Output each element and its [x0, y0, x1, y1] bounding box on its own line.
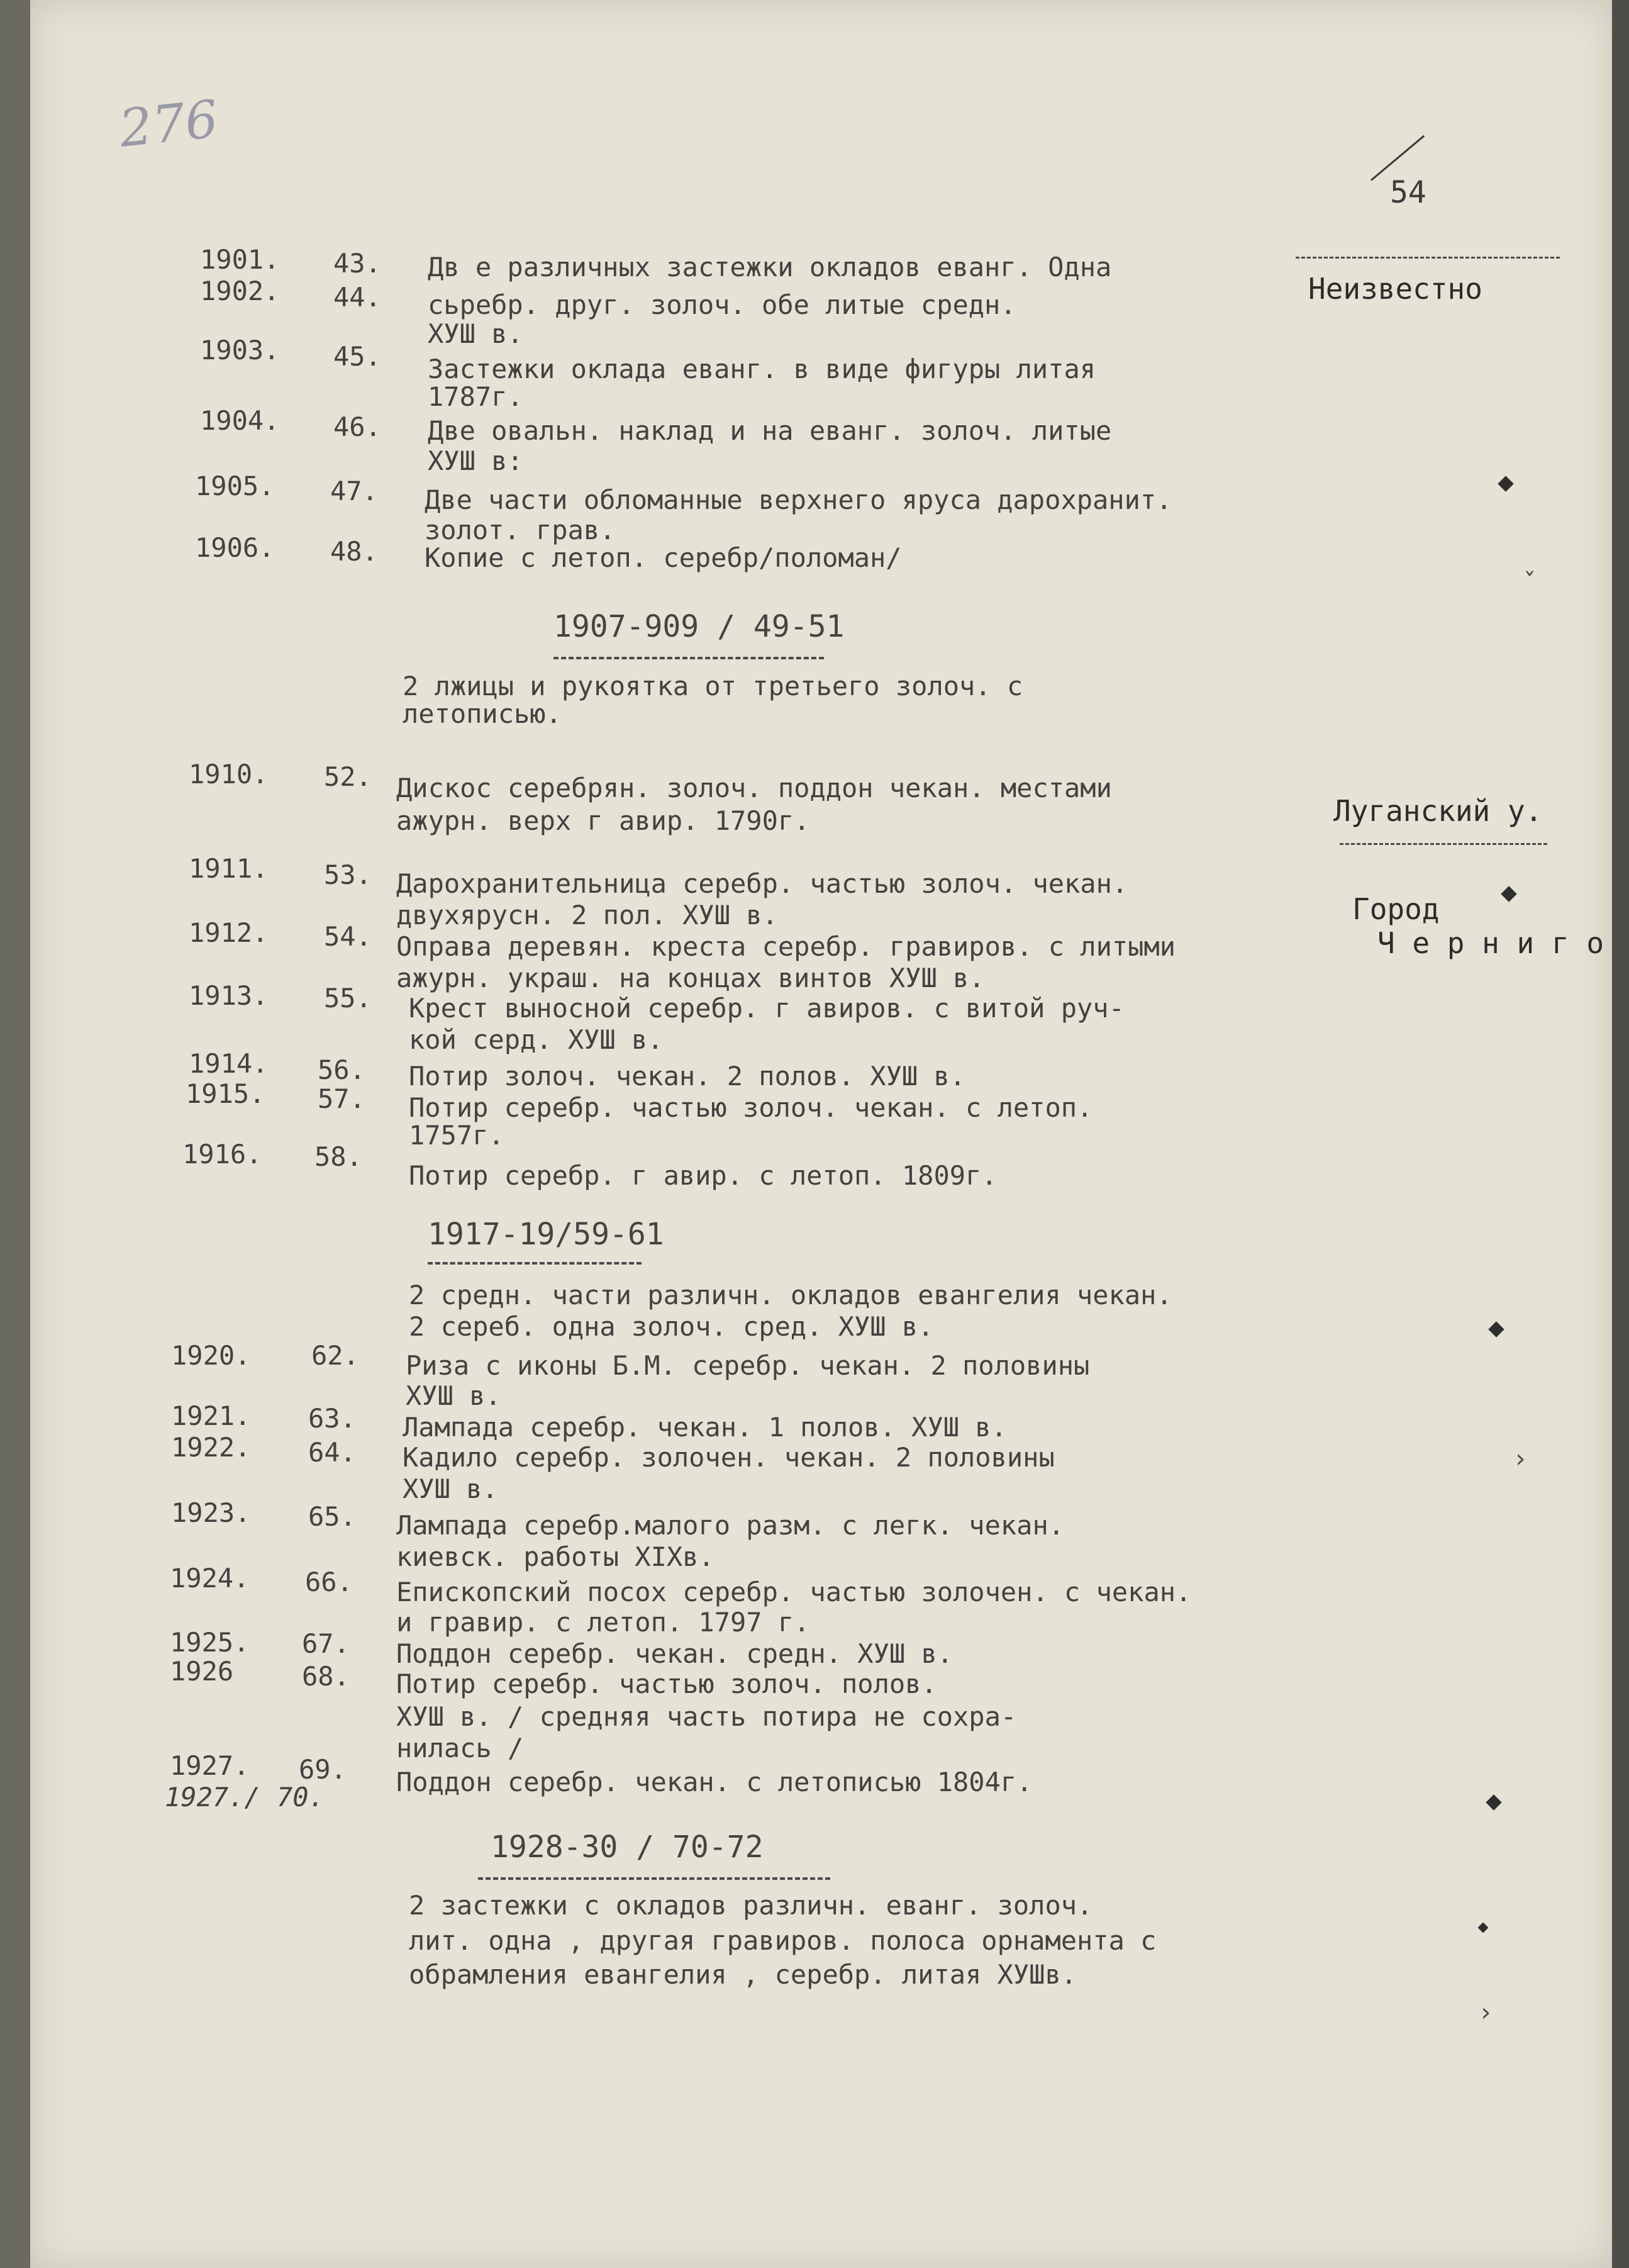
- entry-num: 1921.: [171, 1400, 251, 1431]
- entry-text: Дискос серебрян. золоч. поддон чекан. местами: [396, 773, 1112, 803]
- location-chernigov: Ч е р н и г о: [1377, 926, 1604, 960]
- entry-item: 44.: [333, 282, 381, 313]
- entry-text: ХУШ в.: [428, 318, 523, 349]
- group-header-rule: [428, 1262, 642, 1265]
- entry-text: Кадило серебр. золочен. чекан. 2 половины: [403, 1442, 1055, 1473]
- entry-text: 1787г.: [428, 381, 523, 412]
- entry-num: 1923.: [171, 1497, 251, 1528]
- entry-text: ХУШ в. / средняя часть потира не сохра-: [396, 1701, 1017, 1732]
- group-text: обрамления евангелия , серебр. литая ХУШв.: [409, 1959, 1077, 1990]
- entry-item: 67.: [302, 1628, 350, 1659]
- entry-text: кой серд. ХУШ в.: [409, 1024, 664, 1055]
- handwritten-archive-number: 276: [116, 89, 221, 159]
- entry-text: и гравир. с летоп. 1797 г.: [396, 1607, 810, 1638]
- entry-item: 53.: [324, 859, 372, 890]
- entry-num: 1926: [170, 1656, 234, 1687]
- margin-tick: ›: [1478, 1998, 1494, 2027]
- entry-text: золот. грав.: [425, 515, 616, 545]
- entry-item: 62.: [311, 1340, 359, 1371]
- group-header: 1928-30 / 70-72: [491, 1829, 764, 1865]
- entry-item: 69.: [299, 1754, 347, 1785]
- entry-text: Крест выносной серебр. г авиров. с витой руч-: [409, 993, 1125, 1024]
- entry-item: 58.: [314, 1141, 362, 1172]
- entry-text: Поддон серебр. чекан. с летописью 1804г.: [396, 1767, 1033, 1797]
- entry-num: 1913.: [189, 980, 269, 1011]
- location-unknown: Неизвестно: [1308, 272, 1482, 306]
- location-rule: [1340, 843, 1547, 845]
- margin-tick: ›: [1513, 1444, 1528, 1473]
- entry-text: Потир серебр. частью золоч. чекан. с летоп.: [409, 1092, 1093, 1123]
- entry-item: 70.: [277, 1782, 325, 1813]
- entry-num: 1912.: [189, 917, 269, 948]
- group-text: 2 застежки с окладов различн. еванг. золоч.: [409, 1890, 1093, 1921]
- group-text: лит. одна , другая гравиров. полоса орнамента с: [409, 1925, 1157, 1956]
- location-city: Город: [1352, 892, 1440, 926]
- entry-num: 1901.: [200, 244, 280, 275]
- entry-item: 45.: [333, 341, 381, 372]
- group-text: 2 средн. части различн. окладов евангелия чекан.: [409, 1280, 1172, 1310]
- entry-text: Потир серебр. частью золоч. полов.: [396, 1668, 937, 1699]
- entry-num: 1916.: [182, 1139, 262, 1170]
- entry-text: Епископский посох серебр. частью золочен. с чекан.: [396, 1577, 1192, 1607]
- entry-num: 1920.: [171, 1340, 251, 1371]
- entry-item: 56.: [318, 1054, 365, 1085]
- entry-item: 55.: [324, 983, 372, 1014]
- entry-text: Потир золоч. чекан. 2 полов. ХУШ в.: [409, 1061, 966, 1092]
- entry-text: Риза с иконы Б.М. серебр. чекан. 2 половины: [406, 1350, 1090, 1381]
- location-column-rule: [1296, 257, 1560, 259]
- entry-text: киевск. работы XIXв.: [396, 1541, 714, 1572]
- group-header: 1917-19/59-61: [428, 1217, 664, 1252]
- entry-num: 1910.: [189, 759, 269, 790]
- entry-item: 43.: [333, 248, 381, 279]
- entry-text: Две овальн. наклад и на еванг. золоч. литые: [428, 415, 1112, 446]
- entry-text: нилась /: [396, 1733, 524, 1763]
- entry-item: 64.: [308, 1437, 356, 1468]
- entry-text: Лампада серебр.малого разм. с легк. чекан.: [396, 1510, 1065, 1541]
- entry-num: 1922.: [171, 1432, 251, 1463]
- group-header: 1907-909 / 49-51: [553, 609, 845, 644]
- entry-text: ХУШ в:: [428, 445, 523, 476]
- entry-text: Потир серебр. г авир. с летоп. 1809г.: [409, 1160, 998, 1191]
- entry-text: 1757г.: [409, 1120, 504, 1151]
- page-number: 54: [1390, 175, 1426, 210]
- entry-text: ХУШ в.: [403, 1473, 498, 1504]
- entry-text: Дарохранительница серебр. частью золоч. чекан.: [396, 868, 1128, 899]
- entry-text: ХУШ в.: [406, 1380, 501, 1411]
- group-text: 2 лжицы и рукоятка от третьего золоч. с: [403, 671, 1023, 701]
- entry-item: 48.: [330, 536, 378, 567]
- entry-num: 1915.: [186, 1078, 265, 1109]
- entry-item: 47.: [330, 476, 378, 506]
- entry-num: 1925.: [170, 1627, 250, 1658]
- entry-num: 1904.: [200, 405, 280, 436]
- entry-item: 68.: [302, 1661, 350, 1692]
- group-text: летописью.: [403, 698, 562, 729]
- entry-item: 66.: [305, 1567, 353, 1597]
- entry-text: Копие с летоп. серебр/поломан/: [425, 542, 902, 573]
- entry-num: 1927.: [170, 1750, 250, 1781]
- entry-num: 1903.: [200, 335, 280, 366]
- entry-item: 54.: [324, 921, 372, 952]
- location-lugansk: Луганский у.: [1333, 794, 1543, 828]
- entry-num: 1914.: [189, 1048, 269, 1079]
- group-header-rule: [478, 1877, 830, 1880]
- entry-num: 1902.: [200, 276, 280, 306]
- entry-item: 63.: [308, 1403, 356, 1434]
- group-text: 2 сереб. одна золоч. сред. ХУШ в.: [409, 1311, 934, 1342]
- entry-item: 65.: [308, 1501, 356, 1532]
- entry-text: Оправа деревян. креста серебр. гравиров. с литыми: [396, 931, 1176, 962]
- entry-item: 46.: [333, 411, 381, 442]
- entry-text: ажурн. верх г авир. 1790г.: [396, 805, 810, 836]
- entry-text: ажурн. украш. на концах винтов ХУШ в.: [396, 963, 985, 993]
- entry-text: Дв е различных застежки окладов еванг. Одна: [428, 252, 1112, 282]
- entry-text: сьребр. друг. золоч. обе литые средн.: [428, 289, 1016, 320]
- entry-text: Лампада серебр. чекан. 1 полов. ХУШ в.: [403, 1412, 1007, 1443]
- margin-tick: ˇ: [1522, 569, 1538, 598]
- group-header-rule: [553, 657, 824, 659]
- entry-text: Две части обломанные верхнего яруса дарохранит.: [425, 484, 1172, 515]
- entry-text: двухярусн. 2 пол. ХУШ в.: [396, 900, 778, 930]
- entry-num: 1927./: [165, 1782, 260, 1813]
- entry-num: 1911.: [189, 853, 269, 884]
- entry-text: Застежки оклада еванг. в виде фигуры литая: [428, 354, 1096, 384]
- entry-item: 57.: [318, 1083, 365, 1114]
- entry-num: 1906.: [195, 532, 275, 563]
- entry-num: 1905.: [195, 471, 275, 501]
- entry-text: Поддон серебр. чекан. средн. ХУШ в.: [396, 1638, 953, 1669]
- scan-edge: [1612, 0, 1629, 2268]
- entry-item: 52.: [324, 761, 372, 792]
- entry-num: 1924.: [170, 1563, 250, 1594]
